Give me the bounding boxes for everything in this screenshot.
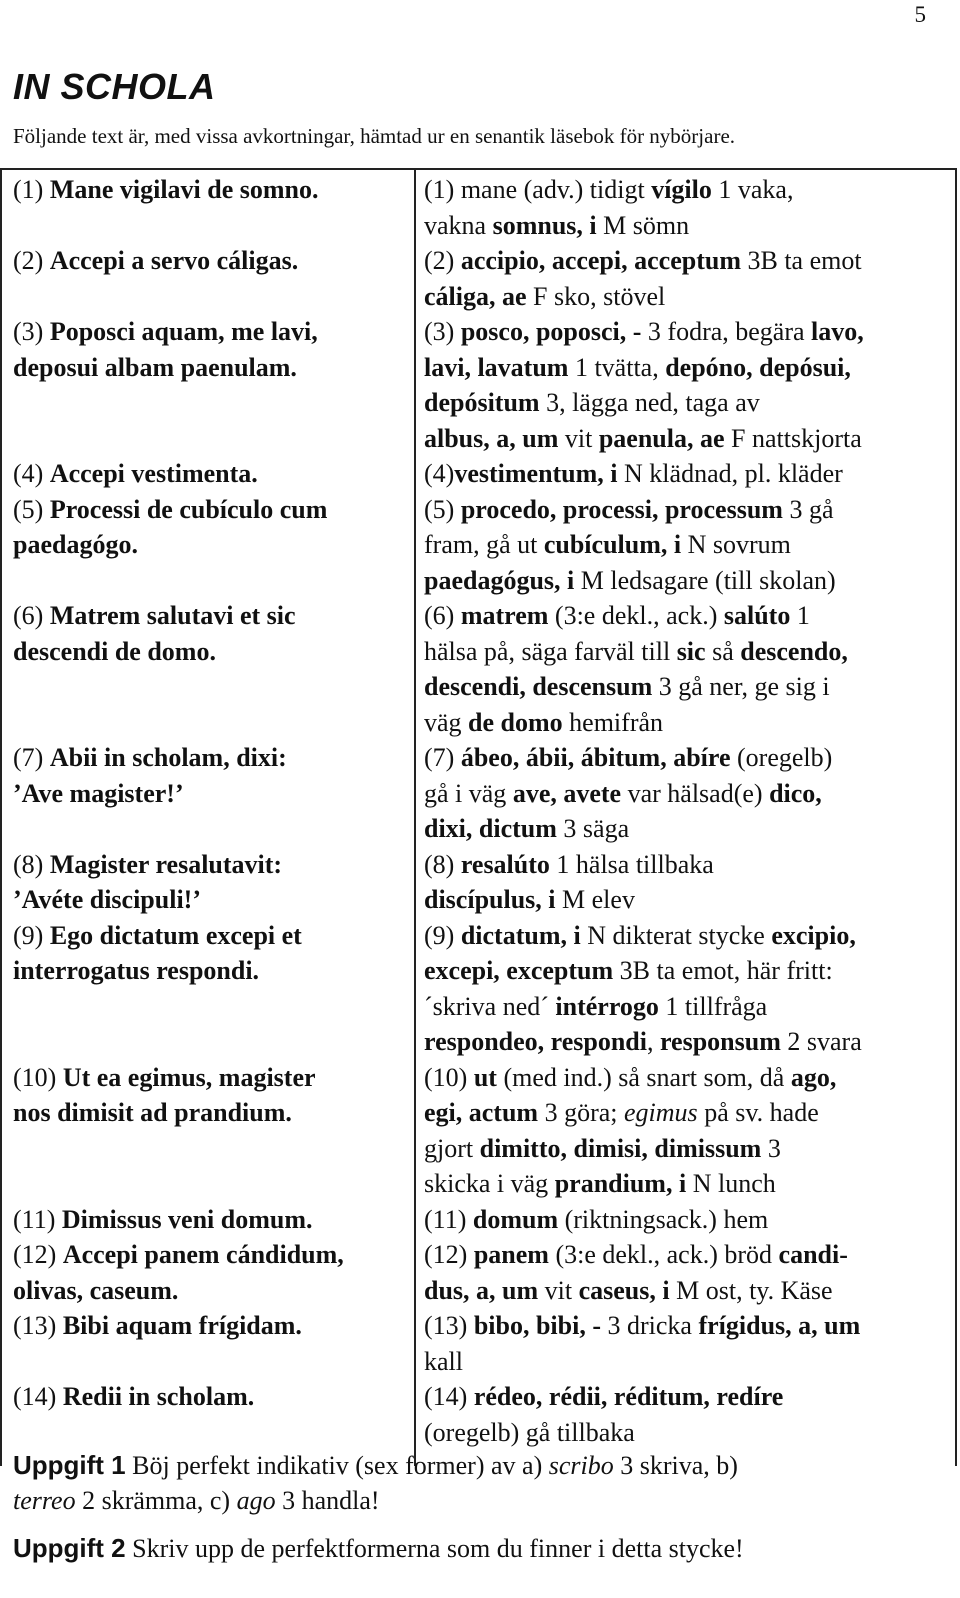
vocabulary-entry	[424, 1060, 836, 1202]
bold-term: descendo,	[740, 636, 848, 666]
vocabulary-line	[424, 1308, 860, 1344]
latin-line	[13, 882, 282, 918]
bold-term: rédeo, rédii, réditum, redíre	[473, 1382, 784, 1411]
vocabulary-line	[424, 172, 793, 208]
text-segment: 3 gå	[782, 494, 834, 524]
latin-line	[13, 172, 319, 208]
text-segment: 3	[761, 1133, 781, 1163]
text-segment: (7)	[424, 743, 461, 772]
vocabulary-entry	[424, 918, 862, 1060]
text-segment: N klädnad, pl. kläder	[617, 459, 843, 488]
vocabulary-entry	[424, 456, 843, 492]
text-segment: var hälsad(e)	[621, 778, 770, 808]
text-segment: (med ind.) så snart som, då	[496, 1062, 791, 1092]
vocabulary-line	[424, 314, 864, 350]
text-segment: 2 skrämma, c)	[75, 1486, 237, 1515]
bold-term: ’Avéte discipuli!’	[13, 885, 201, 914]
text-segment: Böj perfekt indikativ (sex former) av a)	[125, 1451, 549, 1480]
text-segment: (3:e dekl., ack.)	[548, 601, 724, 630]
task-line	[13, 1483, 738, 1518]
latin-line	[13, 350, 318, 386]
vocabulary-line	[424, 1344, 860, 1380]
vocabulary-line	[424, 598, 848, 634]
vocabulary-line	[424, 882, 714, 918]
bold-term: matrem	[460, 601, 549, 630]
vocabulary-line	[424, 989, 862, 1025]
vocabulary-entry	[424, 1379, 783, 1450]
vocabulary-entry	[424, 314, 864, 456]
text-segment: (10)	[424, 1062, 474, 1092]
text-segment: (adv.) tidigt	[517, 175, 652, 204]
latin-line	[13, 1202, 313, 1238]
latin-line	[13, 1060, 316, 1096]
italic-term: egimus	[624, 1098, 698, 1127]
text-segment: 3 fodra, begära	[641, 317, 812, 346]
bold-term: Mane vigilavi de somno.	[49, 175, 319, 204]
bold-term: ’Ave magister!’	[13, 778, 184, 808]
text-segment: 3B ta emot	[740, 246, 862, 275]
text-segment: (3)	[13, 317, 50, 346]
text-segment: (5)	[424, 494, 461, 524]
bold-term: descendi de domo.	[13, 636, 216, 666]
latin-line	[13, 243, 298, 279]
bold-term: accipio, accepi, acceptum	[460, 246, 741, 275]
text-segment: (8)	[424, 849, 461, 879]
text-segment: (oregelb)	[730, 743, 833, 772]
latin-line	[13, 598, 296, 634]
vocabulary-line	[424, 1024, 862, 1060]
text-segment: F nattskjorta	[724, 423, 862, 453]
bold-term: somnus, i	[492, 210, 597, 240]
vocabulary-entry	[424, 847, 714, 918]
latin-line	[13, 918, 302, 954]
text-segment: 3 skriva, b)	[613, 1451, 738, 1480]
bold-term: dixi, dictum	[424, 814, 557, 843]
task-1	[13, 1448, 738, 1518]
text-segment: (14)	[424, 1382, 474, 1411]
vocabulary-line	[424, 1095, 836, 1131]
vocabulary-line	[424, 1415, 783, 1451]
latin-sentence	[13, 918, 302, 989]
latin-line	[13, 847, 282, 883]
vocabulary-line	[424, 705, 848, 741]
task-label: Uppgift 1	[13, 1450, 126, 1480]
text-segment: (14)	[13, 1382, 63, 1411]
bold-term: cáliga, ae	[424, 281, 527, 311]
latin-line	[13, 456, 258, 492]
italic-term: terreo	[13, 1486, 76, 1515]
vocabulary-line	[424, 847, 714, 883]
text-segment: ´skriva ned´	[424, 991, 556, 1021]
vocabulary-line	[424, 1202, 768, 1238]
bold-term: descendi, descensum	[424, 672, 653, 701]
text-segment: 3, lägga ned, taga av	[539, 388, 760, 417]
bold-term: depóno, depósui,	[665, 352, 851, 382]
text-segment: N lunch	[686, 1169, 776, 1198]
bold-term: olivas, caseum.	[13, 1275, 179, 1305]
text-segment: vakna	[424, 210, 493, 240]
text-segment: (9)	[13, 920, 50, 950]
vocabulary-line	[424, 1273, 848, 1309]
task-2	[13, 1531, 744, 1566]
bold-term: excepi, exceptum	[424, 956, 614, 985]
latin-line	[13, 1273, 344, 1309]
page-number: 5	[914, 2, 926, 27]
text-segment: så	[705, 636, 741, 666]
vocabulary-entry	[424, 740, 832, 847]
text-segment: (5)	[13, 494, 50, 524]
bold-term: Dimissus veni domum.	[61, 1204, 313, 1234]
bold-term: ago,	[790, 1062, 837, 1092]
vocabulary-line	[424, 918, 862, 954]
vocabulary-entry	[424, 598, 848, 740]
text-segment: M ledsagare (till skolan)	[574, 565, 836, 595]
bold-term: paedagógo.	[13, 530, 138, 559]
text-segment: 1 vaka,	[711, 175, 794, 204]
latin-line	[13, 634, 296, 670]
text-segment: (4)	[13, 459, 50, 488]
latin-line	[13, 314, 318, 350]
latin-sentence	[13, 1202, 313, 1238]
bold-term: responsum	[659, 1027, 781, 1056]
text-segment: (1)	[13, 175, 50, 204]
bold-term: Matrem salutavi et sic	[49, 601, 296, 630]
vocabulary-line	[424, 563, 836, 599]
text-segment: (6)	[424, 601, 461, 630]
text-segment: (2)	[13, 246, 50, 275]
vocabulary-line	[424, 811, 832, 847]
latin-line	[13, 1095, 316, 1131]
text-segment: 3 göra;	[538, 1098, 625, 1127]
bold-term: posco, poposci, -	[460, 317, 642, 346]
text-segment: gjort	[424, 1133, 480, 1163]
bold-term: vestimentum, i	[454, 459, 618, 488]
text-segment: (6)	[13, 601, 50, 630]
text-segment: 2 svara	[780, 1027, 862, 1056]
text-segment: (12)	[13, 1240, 63, 1269]
vocabulary-line	[424, 634, 848, 670]
italic-term: ago	[236, 1486, 276, 1515]
bold-term: albus, a, um	[424, 423, 559, 453]
bold-term: domum	[472, 1204, 559, 1234]
text-segment: vit	[538, 1275, 579, 1305]
vocabulary-line	[424, 740, 832, 776]
text-segment: F sko, stövel	[526, 281, 666, 311]
intro-text: Följande text är, med vissa avkortningar, hämtad ur en senantik läsebok för nybörjare.	[13, 124, 736, 148]
bold-term: Ego dictatum excepi et	[49, 920, 302, 950]
text-segment: kall	[424, 1346, 463, 1376]
text-segment: 1 tvätta,	[568, 352, 666, 382]
bold-term: de domo	[468, 707, 563, 737]
bold-term: Processi de cubículo cum	[49, 494, 328, 524]
latin-line	[13, 492, 327, 528]
vocabulary-line	[424, 669, 848, 705]
text-segment: (2)	[424, 246, 461, 275]
bold-term: caseus, i	[578, 1275, 670, 1305]
bold-term: frígidus, a, um	[698, 1311, 861, 1340]
text-segment: (9)	[424, 920, 461, 950]
bold-term: dus, a, um	[424, 1275, 539, 1305]
text-segment: (7)	[13, 743, 50, 772]
latin-sentence	[13, 1237, 344, 1308]
latin-sentence	[13, 243, 298, 279]
text-segment: ,	[646, 1027, 660, 1056]
text-segment: 1 hälsa tillbaka	[549, 849, 714, 879]
latin-sentence	[13, 492, 327, 563]
bold-term: egi, actum	[424, 1098, 539, 1127]
text-segment: (8)	[13, 849, 50, 879]
bold-term: dimitto, dimisi, dimissum	[479, 1133, 762, 1163]
text-segment: (11)	[424, 1204, 473, 1234]
bold-term: Poposci aquam, me lavi,	[49, 317, 318, 346]
text-segment: (13)	[424, 1311, 474, 1340]
text-segment: (13)	[13, 1311, 63, 1340]
text-segment: (1)	[424, 175, 461, 204]
bold-term: interrogatus respondi.	[13, 956, 260, 985]
text-segment: gå i väg	[424, 778, 513, 808]
text-segment: (4)	[424, 459, 455, 488]
bold-term: Accepi a servo cáligas.	[49, 246, 299, 275]
text-segment: 3B ta emot, här fritt:	[613, 956, 833, 985]
bold-term: ábeo, ábii, ábitum, abíre	[460, 743, 731, 772]
vocabulary-entry	[424, 243, 862, 314]
vocabulary-entry	[424, 1308, 860, 1379]
bold-term: Abii in scholam, dixi:	[49, 743, 287, 772]
text-segment: 3 handla!	[275, 1486, 380, 1515]
bold-term: Bibi aquam frígidam.	[62, 1311, 302, 1340]
vocabulary-line	[424, 953, 862, 989]
bold-term: cubículum, i	[543, 530, 682, 559]
latin-sentence	[13, 172, 319, 208]
vocabulary-line	[424, 1166, 836, 1202]
latin-sentence	[13, 598, 296, 669]
latin-sentence	[13, 847, 282, 918]
latin-line	[13, 740, 287, 776]
text-segment: N dikterat stycke	[580, 920, 772, 950]
text-segment: på sv. hade	[697, 1098, 819, 1127]
italic-term: scribo	[548, 1451, 614, 1480]
vocabulary-line	[424, 1131, 836, 1167]
bold-term: dictatum, i	[460, 920, 581, 950]
text-segment: 1 tillfråga	[658, 991, 768, 1021]
text-segment: (3)	[424, 317, 461, 346]
text-segment: väg	[424, 707, 469, 737]
text-segment: skicka i väg	[424, 1169, 555, 1198]
column-divider	[414, 168, 416, 1466]
bold-term: discípulus, i	[424, 885, 556, 914]
bold-term: procedo, processi, processum	[460, 494, 783, 524]
task-line	[13, 1448, 738, 1483]
vocabulary-entry	[424, 1202, 768, 1238]
vocabulary-line	[424, 279, 862, 315]
latin-line	[13, 776, 287, 812]
text-segment: fram, gå ut	[424, 530, 544, 559]
text-segment: Skriv upp de perfektformerna som du finner i detta stycke!	[125, 1534, 744, 1563]
bold-term: paenula, ae	[598, 423, 725, 453]
bold-term: Ut ea egimus, magister	[62, 1062, 316, 1092]
latin-line	[13, 953, 302, 989]
text-segment: (11)	[13, 1204, 62, 1234]
bold-term: depósitum	[424, 388, 540, 417]
text-segment: (3:e dekl., ack.) bröd	[548, 1240, 779, 1269]
latin-sentence	[13, 1308, 302, 1344]
vocabulary-line	[424, 1060, 836, 1096]
vocabulary-line	[424, 385, 864, 421]
text-segment: N sovrum	[681, 530, 791, 559]
bold-term: Redii in scholam.	[62, 1382, 255, 1411]
text-segment: 3 säga	[556, 814, 630, 843]
text-segment: M sömn	[596, 210, 690, 240]
latin-line	[13, 1308, 302, 1344]
bold-term: prandium, i	[554, 1169, 687, 1198]
latin-line	[13, 527, 327, 563]
vocabulary-line	[424, 421, 864, 457]
vocabulary-entry	[424, 492, 836, 599]
text-segment: hälsa på, säga farväl till	[424, 636, 677, 666]
vocabulary-line	[424, 456, 843, 492]
text-segment: (oregelb) gå tillbaka	[424, 1417, 635, 1447]
bold-term: Accepi vestimenta.	[49, 459, 258, 488]
latin-sentence	[13, 456, 258, 492]
text-segment: vit	[558, 423, 599, 453]
task-label: Uppgift 2	[13, 1533, 126, 1563]
vocabulary-line	[424, 1237, 848, 1273]
bold-term: lavi, lavatum	[424, 352, 569, 382]
vocabulary-entry	[424, 1237, 848, 1308]
text-segment: mane	[460, 175, 518, 204]
vocabulary-line	[424, 492, 836, 528]
bold-term: intérrogo	[555, 991, 659, 1021]
bold-term: ut	[473, 1062, 497, 1092]
bold-term: lavo,	[811, 317, 864, 346]
latin-sentence	[13, 314, 318, 385]
bold-term: vígilo	[651, 175, 712, 204]
text-segment: (riktningsack.) hem	[558, 1204, 769, 1234]
latin-sentence	[13, 740, 287, 811]
bold-term: deposui albam paenulam.	[13, 352, 297, 382]
bold-term: dico,	[769, 778, 822, 808]
vocabulary-line	[424, 208, 793, 244]
bold-term: resalúto	[460, 849, 550, 879]
vocabulary-line	[424, 1379, 783, 1415]
vocabulary-entry	[424, 172, 793, 243]
page-title: IN SCHOLA	[13, 66, 216, 107]
bold-term: candi-	[778, 1240, 848, 1269]
vocabulary-line	[424, 350, 864, 386]
bold-term: sic	[676, 636, 706, 666]
text-segment: 3 gå ner, ge sig i	[652, 672, 830, 701]
text-segment: 3 dricka	[601, 1311, 699, 1340]
text-segment: M ost, ty. Käse	[669, 1275, 833, 1305]
latin-sentence	[13, 1060, 316, 1131]
bold-term: Accepi panem cándidum,	[62, 1240, 344, 1269]
task-line	[13, 1531, 744, 1566]
vocabulary-line	[424, 776, 832, 812]
vocabulary-line	[424, 243, 862, 279]
text-segment: M elev	[555, 885, 635, 914]
bold-term: panem	[473, 1240, 549, 1269]
text-segment: 1	[790, 601, 810, 630]
latin-line	[13, 1237, 344, 1273]
bold-term: ave, avete	[512, 778, 622, 808]
bold-term: Magister resalutavit:	[49, 849, 283, 879]
text-segment: hemifrån	[562, 707, 664, 737]
vocabulary-line	[424, 527, 836, 563]
text-segment: (10)	[13, 1062, 63, 1092]
latin-sentence	[13, 1379, 254, 1415]
bold-term: nos dimisit ad prandium.	[13, 1098, 292, 1127]
bold-term: paedagógus, i	[424, 565, 575, 595]
latin-line	[13, 1379, 254, 1415]
bold-term: excipio,	[771, 920, 856, 950]
text-segment: (12)	[424, 1240, 474, 1269]
bold-term: respondeo, respondi	[424, 1027, 647, 1056]
bold-term: salúto	[723, 601, 791, 630]
bold-term: bibo, bibi, -	[473, 1311, 601, 1340]
